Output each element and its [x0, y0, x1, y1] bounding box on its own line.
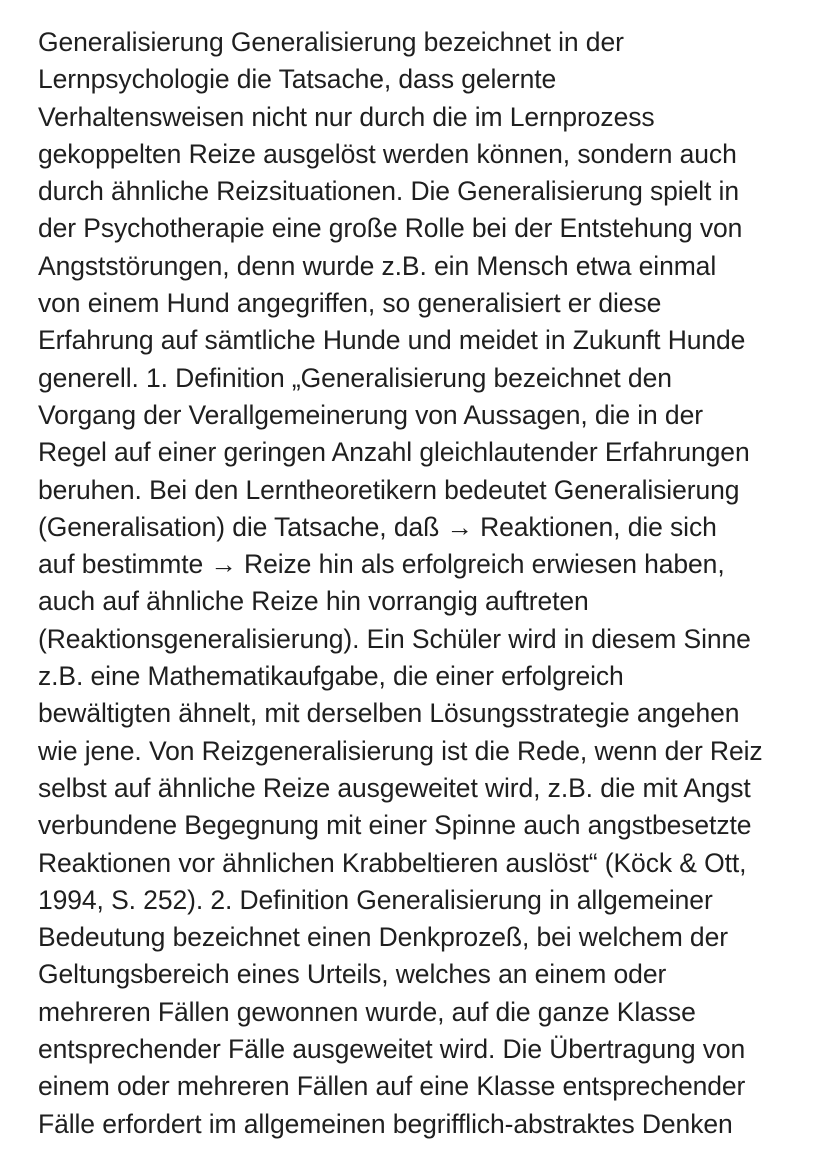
text-line: auch auf ähnliche Reize hin vorrangig auftreten [38, 586, 589, 617]
text-line: Fälle erfordert im allgemeinen begrifflich-abstraktes Denken [38, 1108, 733, 1139]
text-line: selbst auf ähnliche Reize ausgeweitet wird, z.B. die mit Angst [38, 772, 751, 803]
text-line: Reaktionen vor ähnlichen Krabbeltieren auslöst“ (Köck & Ott, [38, 847, 747, 878]
body-text [38, 24, 804, 1143]
text-line: Bedeutung bezeichnet einen Denkprozeß, bei welchem der [38, 922, 728, 953]
text-line: beruhen. Bei den Lerntheoretikern bedeutet Generalisierung [38, 474, 740, 505]
text-line: Regel auf einer geringen Anzahl gleichlautender Erfahrungen [38, 437, 750, 468]
text-line: mehreren Fällen gewonnen wurde, auf die ganze Klasse [38, 996, 696, 1027]
text-line: Erfahrung auf sämtliche Hunde und meidet in Zukunft Hunde [38, 325, 746, 356]
text-line: (Generalisation) die Tatsache, daß → Reaktionen, die sich [38, 511, 717, 542]
text-line: bewältigten ähnelt, mit derselben Lösungsstrategie angehen [38, 698, 740, 729]
text-line: Verhaltensweisen nicht nur durch die im Lernprozess [38, 101, 655, 132]
text-line: Generalisierung Generalisierung bezeichnet in der [38, 27, 624, 57]
text-line: Vorgang der Verallgemeinerung von Aussagen, die in der [38, 399, 703, 430]
text-line: verbundene Begegnung mit einer Spinne auch angstbesetzte [38, 810, 752, 841]
text-line: z.B. eine Mathematikaufgabe, die einer erfolgreich [38, 661, 624, 692]
text-line: Lernpsychologie die Tatsache, dass gelernte [38, 64, 557, 95]
text-line: Geltungsbereich eines Urteils, welches an einem oder [38, 959, 667, 990]
text-line: 1994, S. 252). 2. Definition Generalisierung in allgemeiner [38, 884, 713, 915]
text-line: generell. 1. Definition „Generalisierung bezeichnet den [38, 362, 672, 393]
text-line: von einem Hund angegriffen, so generalisiert er diese [38, 288, 662, 319]
text-line: wie jene. Von Reizgeneralisierung ist die Rede, wenn der Reiz [38, 735, 763, 766]
text-line: der Psychotherapie eine große Rolle bei der Entstehung von [38, 213, 743, 244]
text-line: auf bestimmte → Reize hin als erfolgreich erwiesen haben, [38, 549, 725, 580]
text-line: durch ähnliche Reizsituationen. Die Generalisierung spielt in [38, 176, 739, 207]
text-line: einem oder mehreren Fällen auf eine Klasse entsprechender [38, 1071, 746, 1102]
text-line: Angststörungen, denn wurde z.B. ein Mensch etwa einmal [38, 250, 717, 281]
text-line: entsprechender Fälle ausgeweitet wird. Die Übertragung von [38, 1034, 746, 1065]
text-line: (Reaktionsgeneralisierung). Ein Schüler wird in diesem Sinne [38, 623, 751, 654]
text-line: gekoppelten Reize ausgelöst werden können, sondern auch [38, 138, 737, 169]
